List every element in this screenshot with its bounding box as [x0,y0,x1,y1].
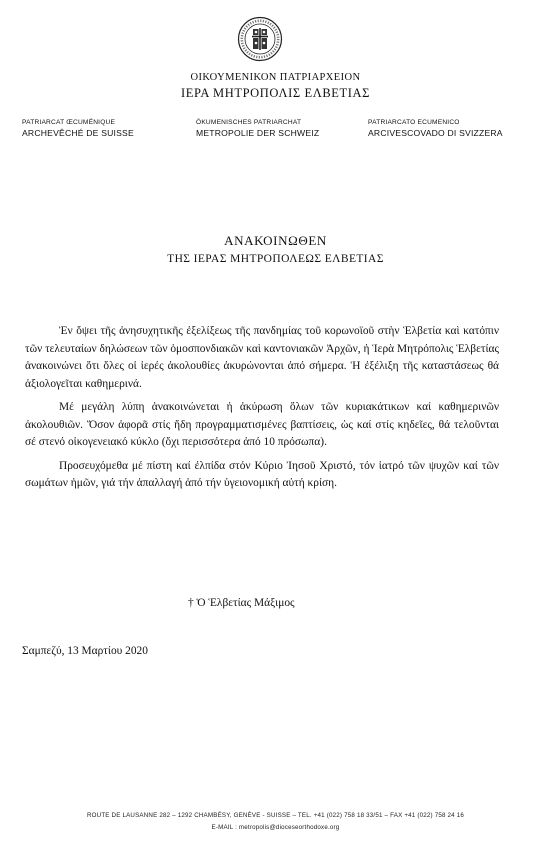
body-paragraph: Μέ μεγάλη λύπη ἀνακοινώνεται ἡ ἀκύρωση ὅλων τῶν κυριακάτικων καί καθημερινῶν ἀκολουθιῶν. Ὅσον ἀφορᾶ στίς ἤδη προγραμματισμένες βαπτίσεις, ὡς καί στίς κηδεῖες, θά τελοῦνται σέ στενό οἰκογενειακό κύκλο (ὄχι περισσότερα ἀπό 10 πρόσωπα). [25,401,499,448]
header-column-italian [368,119,503,138]
announcement-body [25,323,499,499]
header-column-line: PATRIARCAT ŒCUMÉNIQUE [22,119,116,126]
body-paragraph: Προσευχόμεθα μέ πίστη καί ἐλπίδα στόν Κύριο Ἰησοῦ Χριστό, τόν ἰατρό τῶν ψυχῶν καί τῶν σωμάτων ἡμῶν, γιά τήν ἀπαλλαγή ἀπό τήν ὑγειονομική αὐτή κρίση. [25,459,499,489]
date-line: Σαμπεζύ, 13 Μαρτίου 2020 [22,645,148,657]
announcement-subtitle: ΤΗΣ ΙΕΡΑΣ ΜΗΤΡΟΠΟΛΕΩΣ ΕΛΒΕΤΙΑΣ [167,253,384,265]
footer-email: E-MAIL : metropolis@dioceseorthodoxe.org [211,824,340,831]
footer-address: ROUTE DE LAUSANNE 282 – 1292 CHAMBÉSY, GENÈVE - SUISSE – TEL. +41 (022) 758 18 33/51 – FAX +41 (022) 758 24 16 [86,812,465,819]
header-column-french [22,119,134,138]
patriarchate-heading: ΟΙΚΟΥΜΕΝΙΚΟΝ ΠΑΤΡΙΑΡΧΕΙΟΝ [190,72,361,83]
footer-contact [0,810,551,834]
header-column-german [196,119,319,138]
announcement-title: ΑΝΑΚΟΙΝΩΘΕΝ [224,233,327,248]
header-column-line: ARCHEVÊCHÉ DE SUISSE [22,128,134,138]
signature-line: † Ὁ Ἑλβετίας Μάξιμος [188,597,295,609]
body-paragraph: Ἐν ὄψει τῆς ἀνησυχητικῆς ἐξελίξεως τῆς πανδημίας τοῦ κορωνοϊοῦ στὴν Ἑλβετία καὶ κατόπιν τῶν τελευταίων δηλώσεων τῶν ὁμοσπονδιακῶν καὶ καντονιακῶν Ἀρχῶν, ἡ Ἱερὰ Μητρόπολις Ἑλβετίας ἀνακοινώνει ὅτι ὅλες οἱ ἱερές ἀκολουθίες ἀκυρώνονται ἀπό σήμερα. Ἡ ἐξέλιξη τῆς καταστάσεως θά ἀξιολογεῖται καθημερινά. [25,325,499,390]
metropolis-heading: ΙΕΡΑ ΜΗΤΡΟΠΟΛΙΣ ΕΛΒΕΤΙΑΣ [180,86,371,100]
header-column-line: ARCIVESCOVADO DI SVIZZERA [368,128,503,138]
header-column-line: METROPOLIE DER SCHWEIZ [196,128,320,138]
metropolis-seal-logo [237,16,283,62]
header-column-line: ÖKUMENISCHES PATRIARCHAT [196,119,302,126]
header-column-line: PATRIARCATO ECUMENICO [368,119,460,126]
